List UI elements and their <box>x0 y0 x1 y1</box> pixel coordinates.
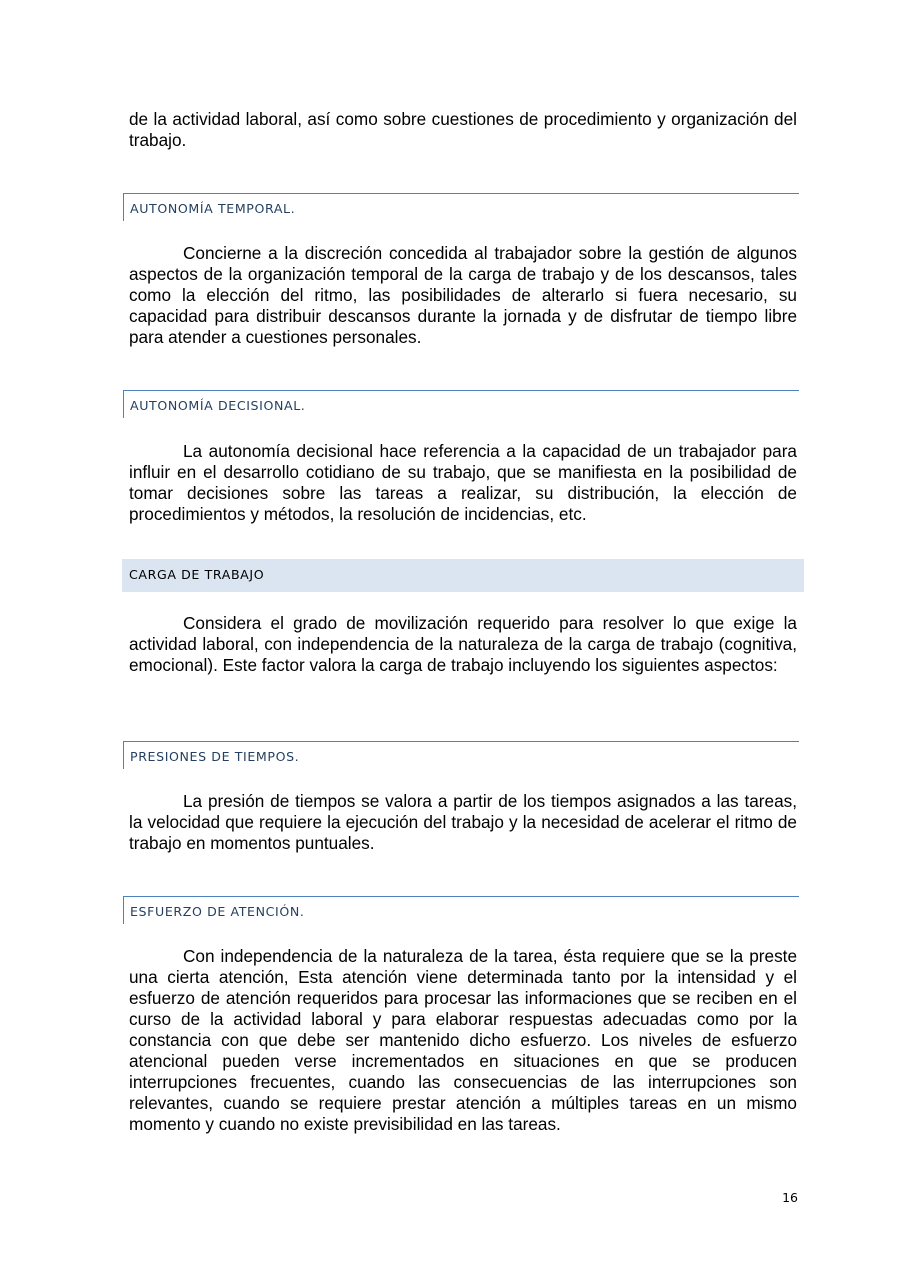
section-heading-presiones-de-tiempos: PRESIONES DE TIEMPOS. <box>123 741 799 769</box>
section-heading-autonomia-decisional: AUTONOMÍA DECISIONAL. <box>123 390 799 418</box>
section-heading-autonomia-temporal: AUTONOMÍA TEMPORAL. <box>123 193 799 221</box>
section-body-carga-de-trabajo: Considera el grado de movilización requerido para resolver lo que exige la actividad laboral, con independencia de la naturaleza de la carga de trabajo (cognitiva, emocional). Este factor valora la carga de trabajo incluyendo los siguientes aspectos: <box>129 613 797 675</box>
intro-paragraph: de la actividad laboral, así como sobre cuestiones de procedimiento y organización del trabajo. <box>129 109 797 150</box>
section-body-esfuerzo-de-atencion: Con independencia de la naturaleza de la tarea, ésta requiere que se la preste una cierta atención, Esta atención viene determinada tanto por la intensidad y el esfuerzo de atención requeridos para procesar las informaciones que se reciben en el curso de la actividad laboral y para elaborar respuestas adecuadas como por la constancia con que debe ser mantenido dicho esfuerzo. Los niveles de esfuerzo atencional pueden verse incrementados en situaciones en que se producen interrupciones frecuentes, cuando las consecuencias de las interrupciones son relevantes, cuando se requiere prestar atención a múltiples tareas en un mismo momento y cuando no existe previsibilidad en las tareas. <box>129 946 797 1134</box>
section-heading-esfuerzo-de-atencion: ESFUERZO DE ATENCIÓN. <box>123 896 799 924</box>
section-heading-carga-de-trabajo: CARGA DE TRABAJO <box>122 559 804 592</box>
page-number: 16 <box>782 1190 798 1205</box>
section-body-autonomia-temporal: Concierne a la discreción concedida al trabajador sobre la gestión de algunos aspectos de la organización temporal de la carga de trabajo y de los descansos, tales como la elección del ritmo, las posibilidades de alterarlo si fuera necesario, su capacidad para distribuir descansos durante la jornada y de disfrutar de tiempo libre para atender a cuestiones personales. <box>129 243 797 347</box>
section-body-presiones-de-tiempos: La presión de tiempos se valora a partir de los tiempos asignados a las tareas, la velocidad que requiere la ejecución del trabajo y la necesidad de acelerar el ritmo de trabajo en momentos puntuales. <box>129 791 797 853</box>
section-body-autonomia-decisional: La autonomía decisional hace referencia a la capacidad de un trabajador para influir en el desarrollo cotidiano de su trabajo, que se manifiesta en la posibilidad de tomar decisiones sobre las tareas a realizar, su distribución, la elección de procedimientos y métodos, la resolución de incidencias, etc. <box>129 441 797 524</box>
